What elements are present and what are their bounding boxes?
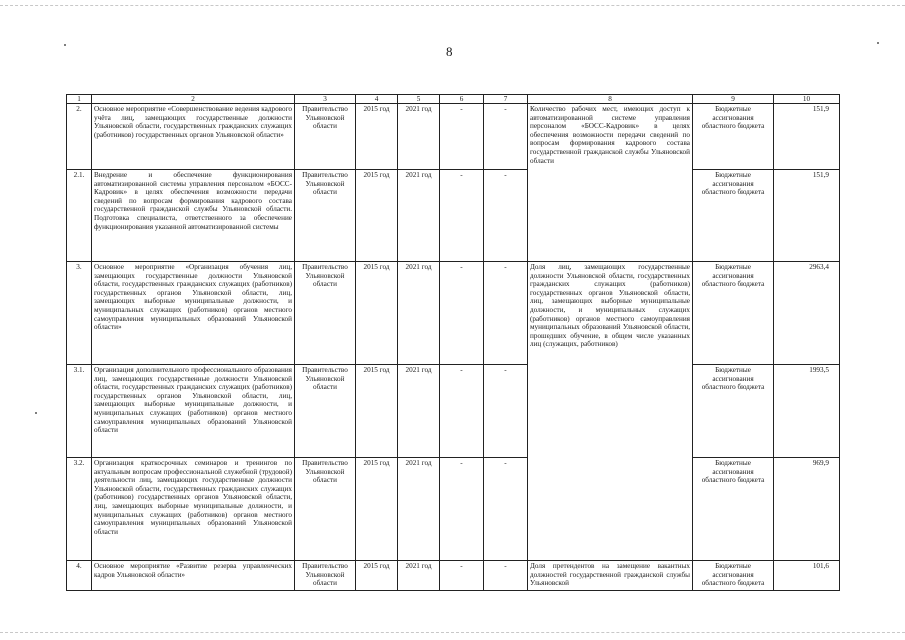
- row-number: 3.2.: [67, 458, 92, 561]
- funding-source: Бюджетные ассигнования областного бюджета: [693, 365, 774, 458]
- column-number-row: [67, 95, 840, 104]
- end-year: 2021 год: [398, 104, 440, 170]
- target-indicator: Количество рабочих мест, имеющих доступ к автоматизированной системе управления персоналом «БОСС-Кадровик» в целях обеспечения возможности передачи сведений по вопросам формирования кадрового состава государственной гражданской службы Ульяновской области: [528, 104, 693, 262]
- column-7-value: -: [484, 170, 528, 262]
- activity-name: Основное мероприятие «Развитие резерва управленческих кадров Ульяновской области»: [92, 561, 295, 591]
- scan-edge-line: [0, 5, 905, 7]
- activity-name: Организация краткосрочных семинаров и тренингов по актуальным вопросам профессиональной служебной (трудовой) деятельности лиц, замещающих государственные должности Ульяновской области, государственных гражданских служащих (работников) государственных органов Ульяновской области, лиц, замещающих выборные муниципальные должности, и муниципальных служащих (работников) органов местного самоуправления муниципальных образований Ульяновской области: [92, 458, 295, 561]
- funding-amount: 969,9: [774, 458, 840, 561]
- column-6-value: -: [440, 561, 484, 591]
- column-7-value: -: [484, 365, 528, 458]
- column-6-value: -: [440, 365, 484, 458]
- row-number: 2.: [67, 104, 92, 170]
- column-6-value: -: [440, 104, 484, 170]
- scan-speck: [64, 44, 66, 46]
- end-year: 2021 год: [398, 170, 440, 262]
- start-year: 2015 год: [356, 104, 398, 170]
- header-cell: 7: [484, 95, 528, 104]
- table-row: [67, 104, 840, 170]
- column-7-value: -: [484, 561, 528, 591]
- executor: Правительство Ульяновской области: [295, 170, 356, 262]
- table-row: [67, 365, 840, 458]
- funding-amount: 2963,4: [774, 262, 840, 365]
- row-number: 3.1.: [67, 365, 92, 458]
- table-row: [67, 561, 840, 591]
- row-number: 4.: [67, 561, 92, 591]
- end-year: 2021 год: [398, 365, 440, 458]
- start-year: 2015 год: [356, 365, 398, 458]
- scan-speck: [877, 42, 879, 44]
- row-number: 3.: [67, 262, 92, 365]
- start-year: 2015 год: [356, 262, 398, 365]
- table-row: [67, 262, 840, 365]
- start-year: 2015 год: [356, 458, 398, 561]
- header-cell: 1: [67, 95, 92, 104]
- scan-edge-line: [0, 632, 905, 634]
- start-year: 2015 год: [356, 561, 398, 591]
- table-row: [67, 458, 840, 561]
- executor: Правительство Ульяновской области: [295, 365, 356, 458]
- funding-source: Бюджетные ассигнования областного бюджета: [693, 104, 774, 170]
- header-cell: 2: [92, 95, 295, 104]
- header-cell: 5: [398, 95, 440, 104]
- column-7-value: -: [484, 104, 528, 170]
- page-number: 8: [446, 44, 453, 59]
- activity-name: Организация дополнительного профессионального образования лиц, замещающих государственные должности Ульяновской области, государственных гражданских служащих (работников) государственных органов Ульяновской области, лиц, замещающих выборные муниципальные должности, и муниципальных служащих (работников) органов местного самоуправления муниципальных образований Ульяновской области: [92, 365, 295, 458]
- row-number: 2.1.: [67, 170, 92, 262]
- header-cell: 8: [528, 95, 693, 104]
- end-year: 2021 год: [398, 561, 440, 591]
- activity-name: Внедрение и обеспечение функционирования автоматизированной системы управления персоналом «БОСС-Кадровик» в целях обеспечения возможности передачи сведений по вопросам формирования кадрового состава государственной гражданской службы Ульяновской области. Подготовка специалиста, ответственного за обеспечение функционирования указанной автоматизированной системы: [92, 170, 295, 262]
- executor: Правительство Ульяновской области: [295, 458, 356, 561]
- end-year: 2021 год: [398, 262, 440, 365]
- end-year: 2021 год: [398, 458, 440, 561]
- column-6-value: -: [440, 170, 484, 262]
- target-indicator: Доля претендентов на замещение вакантных должностей государственной гражданской службы Ульяновской: [528, 561, 693, 591]
- column-7-value: -: [484, 262, 528, 365]
- funding-source: Бюджетные ассигнования областного бюджета: [693, 262, 774, 365]
- start-year: 2015 год: [356, 170, 398, 262]
- funding-amount: 1993,5: [774, 365, 840, 458]
- program-activities-table: [66, 94, 840, 591]
- header-cell: 3: [295, 95, 356, 104]
- header-cell: 9: [693, 95, 774, 104]
- activity-name: Основное мероприятие «Совершенствование ведения кадрового учёта лиц, замещающих государственные должности Ульяновской области, государственных гражданских служащих (работников) государственных органов Ульяновской области»: [92, 104, 295, 170]
- executor: Правительство Ульяновской области: [295, 561, 356, 591]
- column-7-value: -: [484, 458, 528, 561]
- header-cell: 6: [440, 95, 484, 104]
- funding-amount: 151,9: [774, 104, 840, 170]
- activity-name: Основное мероприятие «Организация обучения лиц, замещающих государственные должности Ульяновской области, государственных гражданских служащих (работников) государственных органов Ульяновской области, лиц, замещающих выборные муниципальные должности, и муниципальных служащих (работников) органов местного самоуправления муниципальных образований Ульяновской области»: [92, 262, 295, 365]
- funding-source: Бюджетные ассигнования областного бюджета: [693, 170, 774, 262]
- header-cell: 10: [774, 95, 840, 104]
- executor: Правительство Ульяновской области: [295, 104, 356, 170]
- column-6-value: -: [440, 262, 484, 365]
- target-indicator: Доля лиц, замещающих государственные должности Ульяновской области, государственных гражданских служащих (работников) государственных органов Ульяновской области, лиц, замещающих выборные муниципальные должности, и муниципальных служащих (работников) органов местного самоуправления муниципальных образований Ульяновской области, прошедших обучение, в общем числе указанных лиц (служащих, работников): [528, 262, 693, 561]
- funding-source: Бюджетные ассигнования областного бюджета: [693, 458, 774, 561]
- funding-amount: 101,6: [774, 561, 840, 591]
- executor: Правительство Ульяновской области: [295, 262, 356, 365]
- header-cell: 4: [356, 95, 398, 104]
- scan-speck: [35, 412, 37, 414]
- funding-amount: 151,9: [774, 170, 840, 262]
- funding-source: Бюджетные ассигнования областного бюджета: [693, 561, 774, 591]
- table-row: [67, 170, 840, 262]
- column-6-value: -: [440, 458, 484, 561]
